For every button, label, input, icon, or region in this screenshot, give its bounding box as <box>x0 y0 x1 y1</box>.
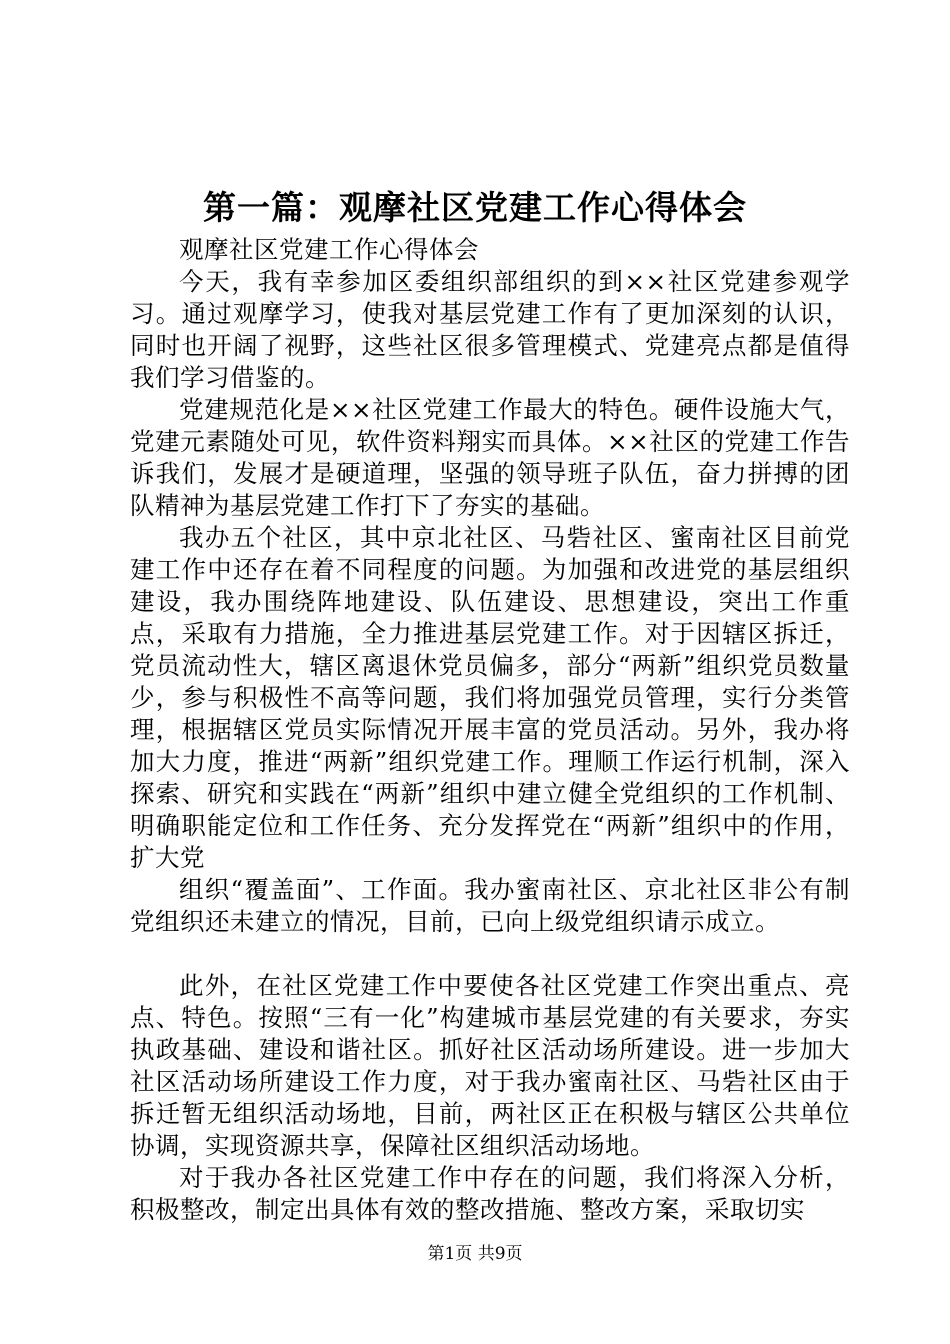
paragraph-6: 对于我办各社区党建工作中存在的问题，我们将深入分析，积极整改，制定出具体有效的整改措施、整改方案，采取切实 <box>130 1163 850 1224</box>
document-body <box>130 234 850 1226</box>
paragraph-5: 此外，在社区党建工作中要使各社区党建工作突出重点、亮点、特色。按照“三有一化”构建城市基层党建的有关要求，夯实执政基础、建设和谐社区。抓好社区活动场所建设。进一步加大社区活动场所建设工作力度，对于我办蜜南社区、马砦社区由于拆迁暂无组织活动场地，目前，两社区正在积极与辖区公共单位协调，实现资源共享，保障社区组织活动场地。 <box>130 971 850 1160</box>
page-footer: 第1页 共9页 <box>427 1244 523 1264</box>
paragraph-4: 组织“覆盖面”、工作面。我办蜜南社区、京北社区非公有制党组织还未建立的情况，目前，已向上级党组织请示成立。 <box>130 875 850 936</box>
paragraph-3: 我办五个社区，其中京北社区、马砦社区、蜜南社区目前党建工作中还存在着不同程度的问题。为加强和改进党的基层组织建设，我办围绕阵地建设、队伍建设、思想建设，突出工作重点，采取有力措施，全力推进基层党建工作。对于因辖区拆迁，党员流动性大，辖区离退休党员偏多，部分“两新”组织党员数量少，参与积极性不高等问题，我们将加强党员管理，实行分类管理，根据辖区党员实际情况开展丰富的党员活动。另外，我办将加大力度，推进“两新”组织党建工作。理顺工作运行机制，深入探索、研究和实践在“两新”组织中建立健全党组织的工作机制、明确职能定位和工作任务、充分发挥党在“两新”组织中的作用，扩大党 <box>130 523 850 872</box>
document-title: 第一篇：观摩社区党建工作心得体会 <box>203 188 747 227</box>
paragraph-1: 今天，我有幸参加区委组织部组织的到××社区党建参观学习。通过观摩学习，使我对基层党建工作有了更加深刻的认识，同时也开阔了视野，这些社区很多管理模式、党建亮点都是值得我们学习借鉴的。 <box>130 267 850 392</box>
paragraph-2: 党建规范化是××社区党建工作最大的特色。硬件设施大气，党建元素随处可见，软件资料翔实而具体。××社区的党建工作告诉我们，发展才是硬道理，坚强的领导班子队伍，奋力拼搏的团队精神为基层党建工作打下了夯实的基础。 <box>130 395 850 520</box>
document-subtitle: 观摩社区党建工作心得体会 <box>179 235 479 264</box>
